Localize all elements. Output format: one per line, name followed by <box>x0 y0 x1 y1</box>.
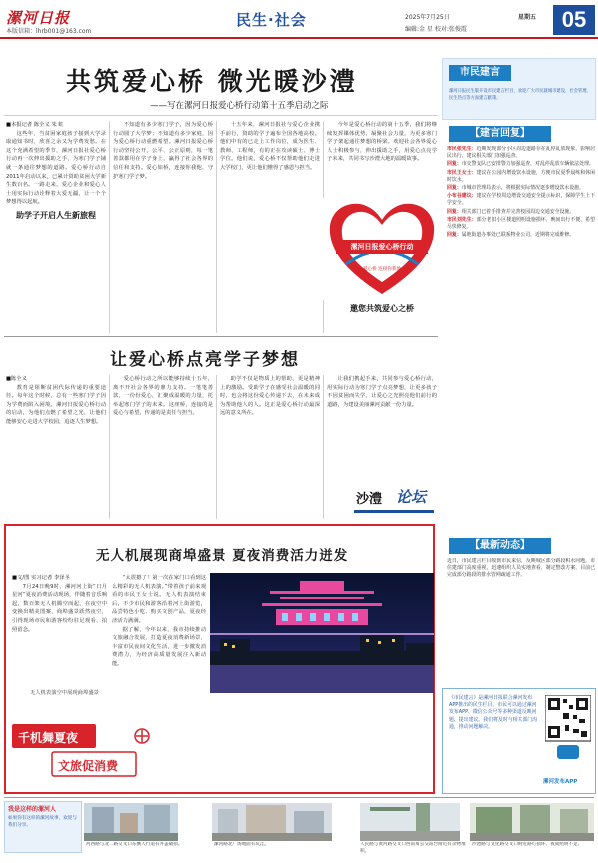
main-byline: ■本报记者 陈全义 朱 虹 <box>6 122 64 128</box>
photo-caption-4: 沙澧路与文化路交叉口附近路灯损坏，夜间照明不足。 <box>472 842 583 847</box>
street-photo-icon <box>84 803 178 841</box>
proposal-item: 市民王女士：建议在公园内增设饮水设施，方便市民夏季晨练和休闲时饮水。 <box>447 169 595 183</box>
main-headline[interactable]: 共筑爱心桥 微光暖沙澧 <box>66 67 358 96</box>
logo-caption: 漯河日报爱心桥行动 <box>350 243 414 251</box>
column-divider <box>216 121 217 333</box>
street-photo-icon <box>470 803 594 841</box>
commentary-paragraph: 让我们携起手来，共同参与爱心桥行动，用实际行动为寒门学子点亮梦想，让更多孩子不因贫困而失学，让爱心之光照亮他们前行的道路，为建设美丽漯河贡献一份力量。 <box>327 376 437 408</box>
column-label-b: 论坛 <box>396 488 427 506</box>
main-paragraph: 这些年，当贫困家庭孩子接到大学录取通知书时，欣喜之余又为学费发愁。在这个充满希望的季节，漯河日报社爱心桥行动再一次伸出援助之手，为寒门学子铺就一条通往梦想的道路。爱心桥行动自2011年启动以来，已累计资助贫困大学新生数百名。一路走来，爱心企业和爱心人士用实际行动诠释着大爱无疆，让一个个梦想得以起航。 <box>6 130 106 206</box>
app-promo-text: 《市民建言》是漯河日报联合漯河发布APP推出的民生栏目，市民可以通过漯河发布APP、微信公众号等多种渠道反映问题、提出建议。我们将及时与相关部门沟通，推动问题解决。 <box>449 695 538 730</box>
commentary-byline: ■陈全义 <box>6 376 27 382</box>
sidebar-description: 漯河日报民生版开设市民建言栏目，欢迎广大市民就城市建设、社会管理、民生热点等方面建言献策。 <box>449 89 591 101</box>
drone-photo-caption: 无人机表演空中展现商埠盛景 <box>30 690 99 696</box>
commentary-paragraph: 爱心桥行动之所以能够持续十五年，离不开社会各界的鼎力支持。一笔笔善款，一份份爱心，汇聚成温暖的力量，托举起寒门学子的未来。这座桥，连接的是爱心与希望，传递的是责任与担当。 <box>113 376 213 417</box>
drone-story-column-2 <box>112 574 206 684</box>
commentary-column-4 <box>327 375 437 479</box>
main-paragraph: 十五年来，漯河日报社与爱心企业携手前行，资助的学子遍布全国各地高校。他们中有的已走上工作岗位，成为医生、教师、工程师，有的正在攻读硕士、博士学位。他们说，爱心桥不仅帮助他们走进大学校门，更让他们懂得了感恩与担当。 <box>220 122 320 171</box>
main-story-column-3 <box>220 121 320 333</box>
qr-code-icon[interactable] <box>545 695 591 761</box>
reader-story-ad[interactable] <box>4 801 82 853</box>
badge-line-1: 千机舞夏夜 <box>18 731 79 745</box>
newspaper-logo[interactable]: 漯河日报 <box>6 9 71 27</box>
app-promo-box[interactable] <box>442 688 596 794</box>
proposal-item: 回复：相关部门已着手排查并完善校园周边交通安全设施。 <box>447 208 575 215</box>
main-subheadline: ——写在漯河日报爱心桥行动第十五季启动之际 <box>150 101 329 111</box>
main-subhead-2: 邀您共筑爱心之桥 <box>350 304 414 313</box>
main-subhead-1: 助学子开启人生新旅程 <box>16 210 96 220</box>
proposals-section-label: 【建言回复】 <box>449 126 551 142</box>
drone-paragraph: 7月24日晚9时，漯河河上街“日月星河”夏夜消费活动现场，伴随着音乐响起，数百架无人机腾空而起，在夜空中变换出精美图案，商埠盛景跃然夜空，引得现场市民和游客纷纷驻足观看、拍照留念。 <box>12 583 107 633</box>
column-label <box>350 480 440 520</box>
drone-show-image <box>210 573 434 693</box>
app-caption: 漯河发布APP <box>543 779 578 785</box>
proposals-list <box>447 146 595 526</box>
column-label-underline <box>354 510 434 513</box>
feature-badge <box>12 724 162 780</box>
proposal-item: 回复：市城市管理局表示，将根据实际情况逐步增设饮水设施。 <box>447 185 584 192</box>
section-title: 民生·社会 <box>236 11 307 29</box>
reader-ad-text: 如果你有这样的漯河故事，欢迎与我们分享。 <box>8 816 77 828</box>
drone-paragraph: 据了解，今年以来，我市持续推动文旅融合发展，打造夏夜消费新场景，丰富市民夜间文化生活，进一步激发消费潜力，为经济高质量发展注入新动能。 <box>112 626 206 667</box>
commentary-column-1 <box>6 375 106 519</box>
photo-strip-divider <box>4 797 594 798</box>
photo-caption-2: 漯河路北广场地面有坑洼。 <box>214 842 270 847</box>
proposal-item: 小布谷建议：建议在学校周边增设交通安全提示标识，保障学生上下学安全。 <box>447 193 595 207</box>
main-story-column-4b <box>327 300 437 333</box>
drone-story-headline[interactable]: 无人机展现商埠盛景 夏夜消费活力迸发 <box>96 548 349 564</box>
street-photo-icon <box>360 803 460 841</box>
proposal-item: 市民张先生：近期发现部分小区周边道路存在乱停乱放现象，影响居民出行，建议相关部门加强巡查。 <box>447 146 595 160</box>
commentary-headline[interactable]: 让爱心桥点亮学子梦想 <box>110 350 300 370</box>
editor-credits: 编辑:金 星 校对:张俊霞 <box>405 26 467 33</box>
reader-ad-title: 我是这样的漯河人 <box>8 806 57 813</box>
drone-paragraph: “太震撼了！第一次在家门口看到这么精彩的无人机表演。”带着孩子前来观看的市民王女士说。无人机表演结束后，不少市民和游客沿着河上街游览，品尝特色小吃、购买文创产品，夏夜经济活力满满。 <box>112 575 206 624</box>
main-story-column-1 <box>6 121 106 333</box>
commentary-column-2 <box>113 375 213 519</box>
column-divider <box>216 375 217 519</box>
drone-story-column-1 <box>12 574 107 684</box>
street-photo-icon <box>212 803 332 841</box>
photo-caption-3: 人民路与黄河路交叉口西南角公交站台附近有杂物堆积。 <box>360 842 466 854</box>
street-photo-3[interactable] <box>360 803 460 841</box>
street-photo-4[interactable] <box>470 803 594 841</box>
masthead-divider <box>0 37 598 39</box>
commentary-column-3 <box>220 375 320 519</box>
logo-slogan: 爱心桥 连接你我他 <box>362 267 402 272</box>
drone-byline: ■文/图 实习记者 李泽圣 <box>12 575 70 581</box>
news-section-label: 【最新动态】 <box>449 538 551 554</box>
issue-weekday: 星期五 <box>518 14 537 21</box>
main-story-column-4 <box>327 121 437 197</box>
masthead <box>0 0 598 38</box>
main-paragraph: 不知道有多少寒门学子，因为爱心桥行动圆了大学梦；不知道有多少家庭，因为爱心桥行动重燃希望。漯河日报爱心桥行动坚持公开、公平、公正原则，每一笔善款都用在学子身上，赢得了社会各界的信任和支持。爱心如桥，连接你我他，守护寒门学子梦。 <box>113 122 213 180</box>
column-label-a: 沙澧 <box>356 492 383 507</box>
page-number: 05 <box>553 5 595 35</box>
badge-line-2: 文旅促消费 <box>58 759 119 773</box>
main-paragraph: 今年是爱心桥行动的第十五季，我们将继续发挥媒体优势，凝聚社会力量，为更多寒门学子架起通往梦想的桥梁。欢迎社会各界爱心人士积极参与，伸出援助之手，用爱心点亮学子未来，共同书写沙澧大地的温暖故事。 <box>327 122 437 163</box>
drone-show-photo[interactable] <box>210 573 434 693</box>
issue-date: 2025年7月25日 <box>405 14 450 21</box>
mail-info: 本版信箱：lhrb001@163.com <box>6 28 92 35</box>
headline-divider <box>4 115 438 116</box>
news-text <box>447 558 595 682</box>
street-photo-2[interactable] <box>212 803 332 841</box>
column-divider <box>323 375 324 519</box>
section-divider <box>4 336 438 337</box>
proposal-item: 回复：属地街道办事处已联系物业公司，近期将完成维修。 <box>447 232 575 239</box>
street-photo-1[interactable] <box>84 803 178 841</box>
proposal-item: 市民刘先生：部分老旧小区楼道照明设施损坏，晚间出行不便，希望尽快修复。 <box>447 216 595 231</box>
photo-caption-1: 河西路与北二路交叉口东侧人行道有井盖破损。 <box>86 842 183 847</box>
sidebar-title: 市民建言 <box>449 65 511 81</box>
proposal-item: 回复：市交警支队已安排警力加强巡查，对乱停乱放车辆依法处理。 <box>447 161 594 168</box>
column-divider <box>109 121 110 333</box>
commentary-paragraph: 教育是阻断贫困代际传递的重要途径。每年这个时候，总有一些寒门学子因为学费而陷入困境。漯河日报爱心桥行动的启动，为他们点燃了希望之光，让他们能够安心走进大学校园，追逐人生梦想。 <box>6 384 106 425</box>
commentary-paragraph: 助学不仅是物质上的帮助，更是精神上的激励。受助学子在感受社会温暖的同时，也会将这份爱心传递下去，在未来成为帮助他人的人。这正是爱心桥行动最深远的意义所在。 <box>220 376 320 417</box>
citizen-proposals-header <box>442 58 596 120</box>
love-bridge-logo <box>322 198 442 300</box>
news-paragraph: 近日，市民建言栏目收到市民来信，反映城区部分路段积水问题。市住建部门高度重视，迅速组织人员实地查看，制定整改方案，目前已完成部分路段的排水管网疏通工作。 <box>447 558 595 579</box>
main-story-column-2 <box>113 121 213 333</box>
column-divider <box>109 375 110 519</box>
